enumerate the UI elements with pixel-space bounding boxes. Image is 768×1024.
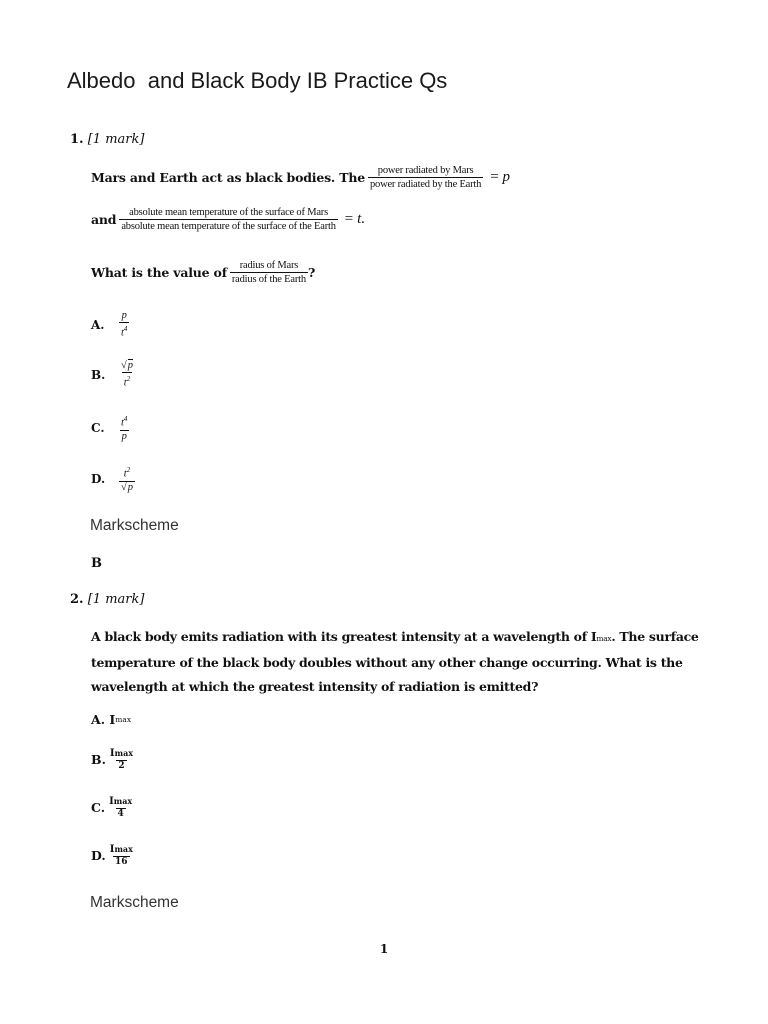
option-letter: C. bbox=[91, 420, 105, 435]
option-subscript: max bbox=[115, 715, 132, 724]
markscheme-answer-1: B bbox=[91, 556, 102, 571]
num-exponent: 2 bbox=[126, 466, 131, 474]
q2-option-d[interactable] bbox=[91, 843, 135, 868]
fraction-denominator: 16 bbox=[115, 857, 128, 867]
num-base: I bbox=[109, 844, 115, 855]
q1-option-b[interactable] bbox=[91, 360, 135, 390]
option-fraction bbox=[119, 464, 135, 494]
option-letter: A. bbox=[91, 317, 105, 332]
fraction-denominator bbox=[119, 481, 135, 494]
option-letter: D. bbox=[91, 471, 106, 486]
q2-option-b[interactable] bbox=[91, 747, 135, 772]
page-title: Albedo and Black Body IB Practice Qs bbox=[67, 68, 448, 93]
option-fraction bbox=[108, 843, 135, 868]
den-exponent: 2 bbox=[126, 375, 131, 383]
q1-option-d[interactable] bbox=[91, 464, 135, 494]
q1-line1-text: Mars and Earth act as black bodies. The bbox=[91, 170, 365, 185]
fraction-denominator bbox=[122, 372, 132, 390]
markscheme-heading-2: Markscheme bbox=[90, 894, 179, 911]
q1-line2-text: and bbox=[91, 212, 117, 227]
option-fraction bbox=[107, 795, 134, 820]
q2-text-part2: . The surface temperature of the black body doubles without any other change occurring. What is the wavelength at which the greatest intensity of radiation is emitted? bbox=[91, 629, 699, 694]
q1-question-text: What is the value of bbox=[91, 265, 227, 280]
num-subscript: max bbox=[114, 844, 133, 854]
equals-sign: = bbox=[344, 211, 354, 227]
option-base: I bbox=[109, 712, 116, 727]
question-2-header bbox=[70, 592, 144, 607]
q1-line-1 bbox=[91, 165, 510, 190]
question-mark: [1 mark] bbox=[87, 592, 145, 607]
num-subscript: max bbox=[113, 796, 133, 806]
fraction-denominator bbox=[119, 322, 129, 340]
option-letter: D. bbox=[91, 848, 106, 863]
variable-p: p bbox=[502, 169, 510, 185]
den-base: t bbox=[121, 327, 124, 339]
fraction-numerator: p bbox=[121, 310, 127, 321]
ratio-power bbox=[368, 165, 483, 190]
option-letter: B. bbox=[91, 367, 106, 382]
sqrt-icon: √ bbox=[121, 481, 127, 493]
markscheme-heading-1: Markscheme bbox=[90, 517, 179, 534]
option-fraction bbox=[108, 747, 135, 772]
fraction-numerator bbox=[122, 464, 132, 481]
den-base: t bbox=[123, 377, 127, 389]
ratio-temperature bbox=[119, 207, 337, 232]
question-1-header bbox=[70, 132, 144, 147]
ratio-temperature-denominator: absolute mean temperature of the surface of the Earth bbox=[121, 221, 336, 232]
option-letter: C. bbox=[91, 800, 106, 815]
period: . bbox=[361, 211, 365, 227]
question-number: 2. bbox=[70, 592, 84, 607]
page-number: 1 bbox=[379, 942, 389, 956]
num-base: I bbox=[109, 748, 115, 759]
question-mark: [1 mark] bbox=[87, 132, 145, 147]
ratio-radius-numerator: radius of Mars bbox=[239, 260, 299, 271]
option-letter: B. bbox=[91, 752, 106, 767]
q2-text-subscript: max bbox=[596, 634, 612, 643]
ratio-radius bbox=[230, 260, 308, 285]
ratio-power-numerator: power radiated by Mars bbox=[377, 165, 474, 176]
num-exponent: 4 bbox=[123, 415, 128, 423]
fraction-numerator bbox=[108, 747, 135, 760]
fraction-denominator: p bbox=[121, 430, 127, 442]
q1-line-2 bbox=[91, 207, 365, 232]
den-exponent: 4 bbox=[123, 325, 128, 333]
sqrt-radicand: p bbox=[127, 360, 134, 371]
option-fraction bbox=[119, 360, 135, 390]
fraction-numerator bbox=[107, 795, 134, 808]
q2-text-part1: A black body emits radiation with its greatest intensity at a wavelength of I bbox=[91, 629, 597, 644]
question-mark-symbol: ? bbox=[307, 265, 316, 280]
question-number: 1. bbox=[70, 132, 84, 147]
num-base: t bbox=[121, 417, 124, 429]
sqrt-icon: √ bbox=[121, 360, 127, 371]
ratio-temperature-numerator: absolute mean temperature of the surface of Mars bbox=[129, 207, 328, 218]
num-base: I bbox=[109, 796, 114, 807]
ratio-radius-denominator: radius of the Earth bbox=[231, 274, 306, 285]
num-base: t bbox=[123, 468, 127, 480]
q1-option-c[interactable] bbox=[91, 413, 129, 443]
num-subscript: max bbox=[114, 748, 134, 758]
option-fraction bbox=[119, 413, 129, 443]
q2-option-c[interactable] bbox=[91, 795, 134, 820]
option-fraction bbox=[119, 310, 129, 340]
sqrt-radicand: p bbox=[127, 481, 134, 493]
ratio-power-denominator: power radiated by the Earth bbox=[369, 179, 482, 190]
q1-option-a[interactable] bbox=[91, 310, 129, 340]
fraction-numerator bbox=[119, 360, 135, 372]
q1-question bbox=[91, 260, 315, 285]
option-letter: A. bbox=[91, 712, 106, 727]
q2-option-a[interactable] bbox=[91, 712, 131, 727]
equals-sign: = bbox=[490, 169, 499, 185]
fraction-denominator: 2 bbox=[118, 761, 125, 771]
fraction-numerator bbox=[119, 413, 129, 430]
q2-paragraph bbox=[91, 625, 711, 699]
fraction-denominator: 4 bbox=[117, 809, 124, 819]
fraction-numerator bbox=[108, 843, 135, 856]
variable-t: t bbox=[357, 211, 362, 227]
